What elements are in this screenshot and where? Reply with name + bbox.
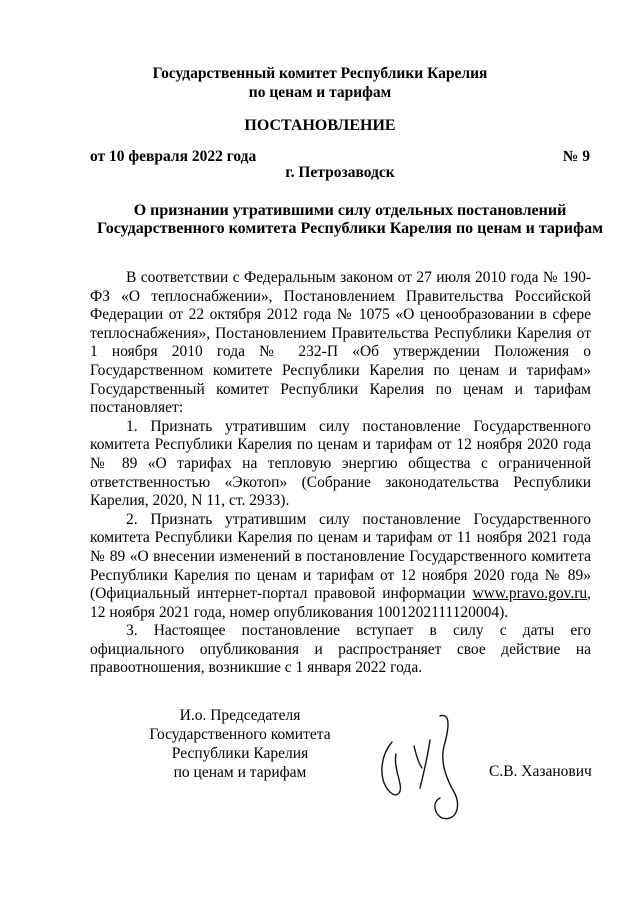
item-2-text-part2: , 12 ноября 2021 года, номер опубликования 1001202111120004). xyxy=(90,585,591,621)
signatory-title-line4: по ценам и тарифам xyxy=(173,764,307,781)
item-1-paragraph: 1. Признать утратившим силу постановление Государственного комитета Республики Карелия по ценам и тарифам от 12 ноября 2020 года № 89 «О тарифах на тепловую энергию общества с ограниченной ответственностью «Экотоп» (Собрание законодательства Республики Карелия, 2020, N 11, ст. 2933). xyxy=(90,417,591,510)
signatory-title-line3: Республики Карелия xyxy=(171,745,309,762)
document-city: г. Петрозаводск xyxy=(285,164,395,181)
document-body xyxy=(90,269,591,678)
preamble-paragraph: В соответствии с Федеральным законом от 27 июля 2010 года № 190-ФЗ «О теплоснабжении», Постановлением Правительства Российской Федерации от 22 октября 2012 года № 1075 «О ценообразовании в сфере теплоснабжения», Постановлением Правительства Республики Карелия от 1 ноября 2010 года № 232-П «Об утверждении Положения о Государственном комитете Республики Карелия по ценам и тарифам» Государственный комитет Республики Карелия по ценам и тарифам постановляет: xyxy=(90,269,591,417)
signatory-title-line1: И.о. Председателя xyxy=(179,707,301,724)
organization-name-line1: Государственный комитет Республики Карелия xyxy=(152,65,488,82)
item-3-paragraph: 3. Настоящее постановление вступает в силу с даты его официального опубликования и распространяет свое действие на правоотношения, возникшие с 1 января 2022 года. xyxy=(90,622,591,677)
document-type: ПОСТАНОВЛЕНИЕ xyxy=(244,117,396,134)
pravo-portal-link[interactable]: www.pravo.gov.ru xyxy=(472,585,588,603)
item-2-text-part1: 2. Признать утратившим силу постановление Государственного комитета Республики Карелия по ценам и тарифам от 11 ноября 2021 года № 89 «О внесении изменений в постановление Государственного комитета Республики Карелия по ценам и тарифам от 12 ноября 2020 года № 89» (Официальный интернет-портал правовой информации xyxy=(90,510,591,603)
document-title-line1: О признании утратившими силу отдельных постановлений xyxy=(133,202,567,219)
signatory-title-block xyxy=(130,706,350,782)
document-title-line2: Государственного комитета Республики Карелия по ценам и тарифам xyxy=(97,220,603,237)
signatory-title-line2: Государственного комитета xyxy=(149,726,331,743)
organization-name-line2: по ценам и тарифам xyxy=(248,84,392,101)
document-number: № 9 xyxy=(562,148,590,165)
item-2-paragraph xyxy=(90,511,591,623)
handwritten-signature xyxy=(370,706,480,826)
document-date: от 10 февраля 2022 года xyxy=(90,148,257,165)
signatory-name: С.В. Хазанович xyxy=(489,763,592,780)
